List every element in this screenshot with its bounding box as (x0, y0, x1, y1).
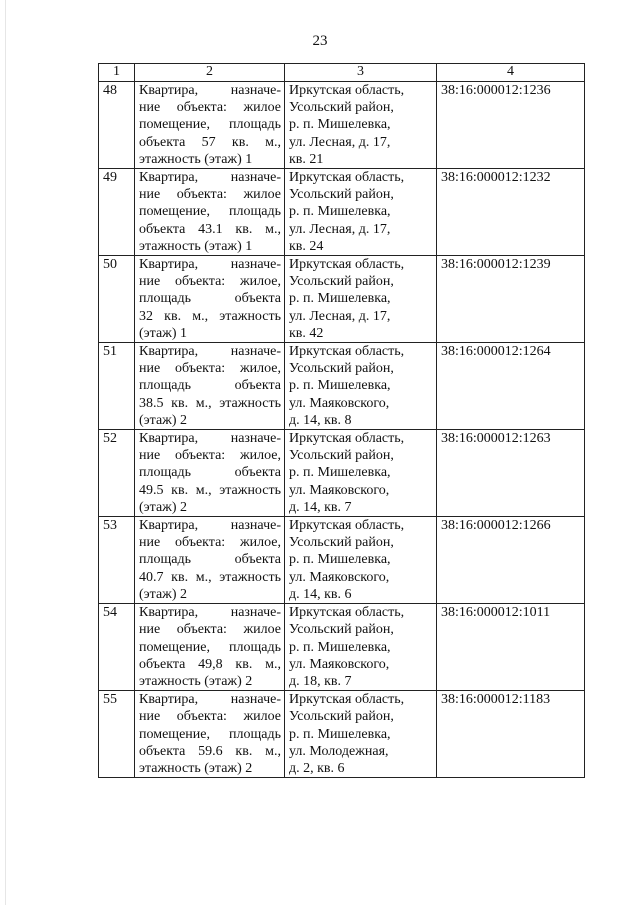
description-line: этажность (этаж) 1 (139, 151, 253, 167)
description-line: объекта 57 кв. м., (139, 134, 281, 150)
address-line: Усольский район, (289, 535, 394, 551)
description-line: площадь объекта (139, 552, 281, 568)
cadastral-number: 38:16:000012:1011 (437, 604, 585, 691)
address-line: р. п. Мишелевка, (289, 726, 391, 742)
row-number: 49 (99, 169, 135, 256)
description-line: ние объекта: жилое (139, 622, 281, 638)
description-line: 38.5 кв. м., этажность (139, 395, 281, 411)
description-line: Квартира, назначе- (139, 344, 281, 360)
description-line: объекта 43.1 кв. м., (139, 221, 281, 237)
address-line: р. п. Мишелевка, (289, 552, 391, 568)
object-address (285, 343, 437, 430)
cadastral-number: 38:16:000012:1232 (437, 169, 585, 256)
object-description (135, 169, 285, 256)
description-line: 40.7 кв. м., этажность (139, 569, 281, 585)
address-line: ул. Лесная, д. 17, (289, 134, 391, 150)
description-line: помещение, площадь (139, 639, 281, 655)
cadastral-number: 38:16:000012:1263 (437, 430, 585, 517)
description-line: помещение, площадь (139, 117, 281, 133)
description-line: 49.5 кв. м., этажность (139, 482, 281, 498)
address-line: Усольский район, (289, 709, 394, 725)
address-line: р. п. Мишелевка, (289, 465, 391, 481)
address-line: Иркутская область, (289, 518, 405, 534)
table-row (99, 169, 585, 256)
object-address (285, 82, 437, 169)
description-line: ние объекта: жилое (139, 187, 281, 203)
description-line: объекта 59.6 кв. м., (139, 743, 281, 759)
header-cell-3: 3 (285, 64, 437, 82)
object-address (285, 169, 437, 256)
description-line: этажность (этаж) 2 (139, 673, 253, 689)
address-line: Усольский район, (289, 622, 394, 638)
object-address (285, 517, 437, 604)
description-line: Квартира, назначе- (139, 518, 281, 534)
cadastral-number: 38:16:000012:1236 (437, 82, 585, 169)
table-row (99, 343, 585, 430)
row-number: 55 (99, 691, 135, 778)
description-line: Квартира, назначе- (139, 431, 281, 447)
object-description (135, 256, 285, 343)
header-cell-2: 2 (135, 64, 285, 82)
address-line: ул. Лесная, д. 17, (289, 221, 391, 237)
address-line: р. п. Мишелевка, (289, 378, 391, 394)
description-line: площадь объекта (139, 291, 281, 307)
address-line: Иркутская область, (289, 344, 405, 360)
table-row (99, 691, 585, 778)
object-description (135, 517, 285, 604)
description-line: Квартира, назначе- (139, 692, 281, 708)
property-table (98, 63, 585, 778)
address-line: кв. 21 (289, 151, 324, 167)
object-description (135, 343, 285, 430)
address-line: Усольский район, (289, 187, 394, 203)
header-cell-4: 4 (437, 64, 585, 82)
address-line: Иркутская область, (289, 431, 405, 447)
address-line: Усольский район, (289, 448, 394, 464)
cadastral-number: 38:16:000012:1264 (437, 343, 585, 430)
address-line: Иркутская область, (289, 605, 405, 621)
address-line: ул. Маяковского, (289, 656, 390, 672)
page-edge-line (5, 0, 6, 905)
address-line: Иркутская область, (289, 692, 405, 708)
address-line: ул. Маяковского, (289, 395, 390, 411)
description-line: (этаж) 2 (139, 499, 188, 515)
object-description (135, 82, 285, 169)
description-line: ние объекта: жилое (139, 709, 281, 725)
table-body (99, 82, 585, 778)
address-line: Усольский район, (289, 274, 394, 290)
address-line: Иркутская область, (289, 83, 405, 98)
header-row (99, 64, 585, 82)
address-line: д. 18, кв. 7 (289, 673, 352, 689)
object-address (285, 256, 437, 343)
description-line: ние объекта: жилое, (139, 448, 281, 464)
row-number: 52 (99, 430, 135, 517)
table-row (99, 604, 585, 691)
row-number: 51 (99, 343, 135, 430)
address-line: д. 14, кв. 8 (289, 412, 352, 428)
address-line: Усольский район, (289, 361, 394, 377)
description-line: площадь объекта (139, 465, 281, 481)
row-number: 48 (99, 82, 135, 169)
description-line: Квартира, назначе- (139, 170, 281, 186)
address-line: д. 14, кв. 7 (289, 499, 352, 515)
description-line: (этаж) 2 (139, 412, 188, 428)
row-number: 54 (99, 604, 135, 691)
object-address (285, 691, 437, 778)
description-line: ние объекта: жилое, (139, 535, 281, 551)
address-line: д. 14, кв. 6 (289, 586, 352, 602)
address-line: д. 2, кв. 6 (289, 760, 345, 776)
address-line: ул. Лесная, д. 17, (289, 308, 391, 324)
description-line: ние объекта: жилое (139, 100, 281, 116)
address-line: р. п. Мишелевка, (289, 117, 391, 133)
address-line: кв. 24 (289, 238, 324, 254)
address-line: Иркутская область, (289, 257, 405, 273)
table-row (99, 430, 585, 517)
description-line: этажность (этаж) 2 (139, 760, 253, 776)
description-line: ние объекта: жилое, (139, 361, 281, 377)
page-number: 23 (312, 33, 328, 49)
description-line: Квартира, назначе- (139, 83, 281, 98)
cadastral-number: 38:16:000012:1239 (437, 256, 585, 343)
address-line: ул. Маяковского, (289, 569, 390, 585)
address-line: Иркутская область, (289, 170, 405, 186)
description-line: (этаж) 2 (139, 586, 188, 602)
cadastral-number: 38:16:000012:1183 (437, 691, 585, 778)
address-line: р. п. Мишелевка, (289, 291, 391, 307)
row-number: 50 (99, 256, 135, 343)
object-address (285, 604, 437, 691)
description-line: 32 кв. м., этажность (139, 308, 281, 324)
table-row (99, 517, 585, 604)
object-description (135, 430, 285, 517)
description-line: площадь объекта (139, 378, 281, 394)
address-line: Усольский район, (289, 100, 394, 116)
description-line: Квартира, назначе- (139, 257, 281, 273)
description-line: объекта 49,8 кв. м., (139, 656, 281, 672)
address-line: р. п. Мишелевка, (289, 639, 391, 655)
description-line: Квартира, назначе- (139, 605, 281, 621)
table-row (99, 256, 585, 343)
description-line: помещение, площадь (139, 204, 281, 220)
description-line: ние объекта: жилое, (139, 274, 281, 290)
cadastral-number: 38:16:000012:1266 (437, 517, 585, 604)
object-description (135, 691, 285, 778)
address-line: кв. 42 (289, 325, 324, 341)
address-line: ул. Маяковского, (289, 482, 390, 498)
table-row (99, 82, 585, 169)
object-address (285, 430, 437, 517)
address-line: ул. Молодежная, (289, 743, 389, 759)
row-number: 53 (99, 517, 135, 604)
description-line: этажность (этаж) 1 (139, 238, 253, 254)
object-description (135, 604, 285, 691)
description-line: (этаж) 1 (139, 325, 188, 341)
description-line: помещение, площадь (139, 726, 281, 742)
header-cell-1: 1 (99, 64, 135, 82)
address-line: р. п. Мишелевка, (289, 204, 391, 220)
